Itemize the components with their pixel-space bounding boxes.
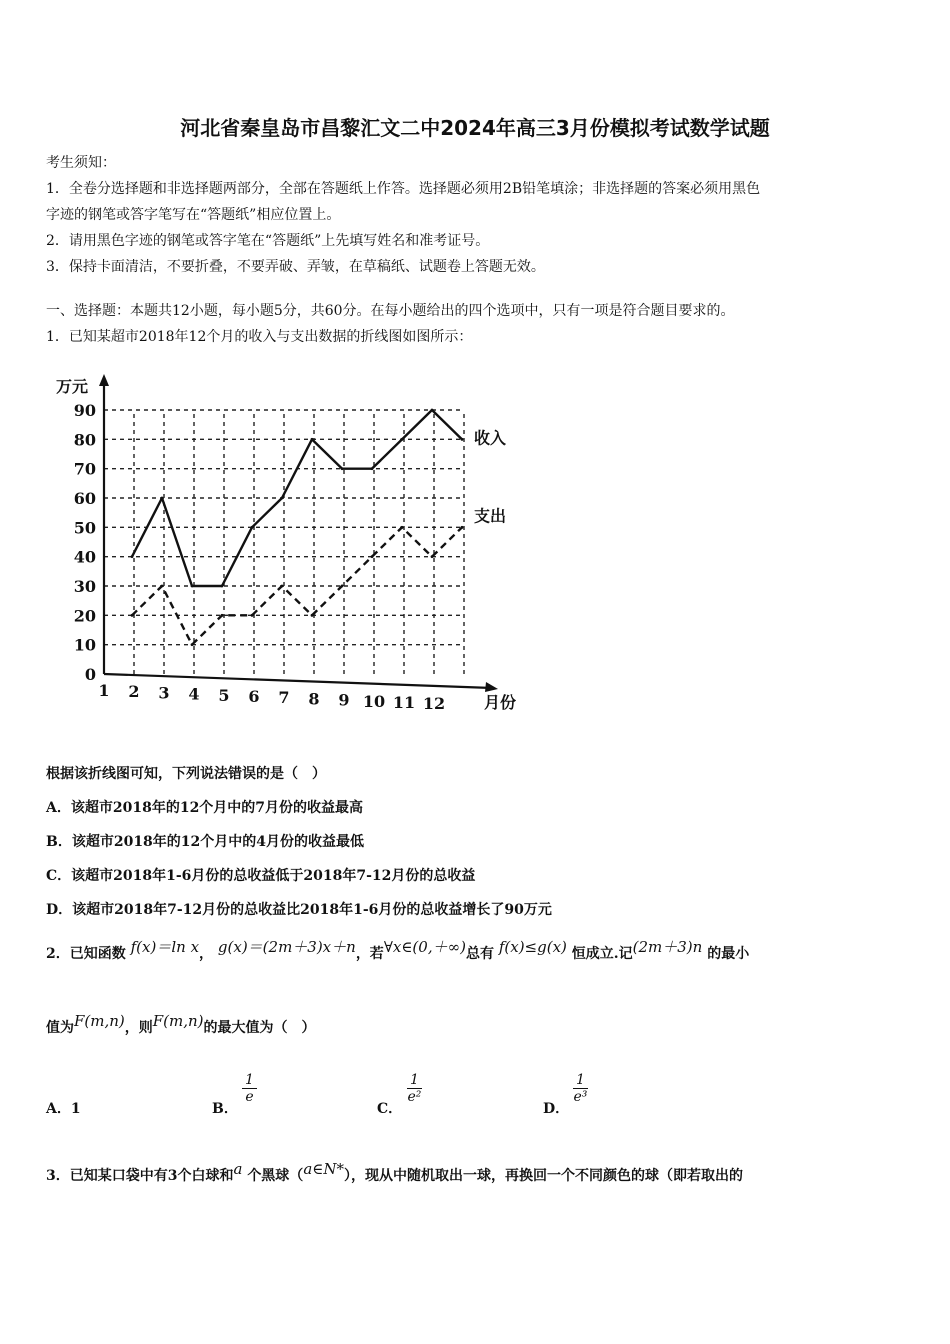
section-heading: 一、选择题：本题共12小题，每小题5分，共60分。在每小题给出的四个选项中，只有一项是符合题目要求的。 xyxy=(46,303,735,319)
x-tick-label: 7 xyxy=(278,688,290,708)
data-point xyxy=(221,585,224,588)
notice-item: 2．请用黑色字迹的钢笔或答字笔在“答题纸”上先填写姓名和准考证号。 xyxy=(46,233,490,249)
q3-math-a: a xyxy=(233,1160,243,1178)
q2-text: 总有 xyxy=(465,946,494,962)
q2-text: ，则 xyxy=(124,1020,153,1036)
x-tick-label: 6 xyxy=(248,687,260,706)
y-tick-label: 10 xyxy=(73,635,96,655)
q2-math-g: g(x)＝(2m＋3)x＋n xyxy=(217,938,356,956)
y-tick-label: 30 xyxy=(73,577,96,596)
q2-text: 恒成立.记 xyxy=(571,946,633,962)
q2-option-label: B． xyxy=(212,1101,238,1117)
fraction xyxy=(242,1072,257,1105)
question-3 xyxy=(46,1162,926,1189)
series-label: 收入 xyxy=(474,428,507,448)
q2-option-label: A．1 xyxy=(46,1101,81,1117)
series-label: 支出 xyxy=(474,506,507,526)
q2-line-2 xyxy=(46,1014,316,1041)
q1-option-a: A．该超市2018年的12个月中的7月份的收益最高 xyxy=(46,800,364,816)
q3-text: ），现从中随机取出一球，再换回一个不同颜色的球（即若取出的 xyxy=(343,1168,743,1184)
fraction-numerator: 1 xyxy=(407,1072,422,1089)
x-tick-label: 10 xyxy=(362,691,386,711)
y-axis-label: 万元 xyxy=(56,377,89,396)
q2-math-expr: (2m＋3)n xyxy=(632,938,703,956)
data-point xyxy=(221,614,224,617)
fraction-denominator: e³ xyxy=(573,1089,588,1105)
x-axis-arrow xyxy=(485,682,498,692)
q2-text: ，若 xyxy=(355,946,384,962)
y-tick-label: 50 xyxy=(73,518,96,538)
fraction xyxy=(573,1072,588,1105)
q2-math-ineq: f(x)≤g(x) xyxy=(498,938,567,956)
data-point xyxy=(341,585,344,588)
q2-math-f: f(x)＝ln x xyxy=(130,938,200,956)
q2-math-F1: F(m,n) xyxy=(74,1012,125,1030)
x-tick-label: 9 xyxy=(338,690,350,710)
notice-block xyxy=(46,150,906,280)
y-tick-label: 40 xyxy=(73,547,96,567)
fraction-numerator: 1 xyxy=(573,1072,588,1089)
q3-text: 个黑球（ xyxy=(247,1168,304,1184)
question-1 xyxy=(46,764,906,934)
y-tick-label: 0 xyxy=(84,665,96,684)
q1-option-b: B．该超市2018年的12个月中的4月份的收益最低 xyxy=(46,834,365,850)
notice-item: 3．保持卡面清洁，不要折叠，不要弄破、弄皱，在草稿纸、试题卷上答题无效。 xyxy=(46,259,545,275)
x-tick-label: 11 xyxy=(392,693,416,712)
y-tick-label: 60 xyxy=(73,489,96,508)
data-point xyxy=(371,467,374,470)
q3-text: 3．已知某口袋中有3个白球和 xyxy=(46,1168,234,1184)
data-point xyxy=(161,585,164,588)
section-1 xyxy=(46,298,916,350)
data-point xyxy=(431,409,434,412)
q2-option-label: C． xyxy=(377,1101,403,1117)
data-point xyxy=(251,526,254,529)
q2-text: ， xyxy=(199,946,214,962)
q2-text: 的最大值为（ ） xyxy=(203,1020,316,1036)
q2-text: 值为 xyxy=(46,1020,74,1036)
data-point xyxy=(401,526,404,529)
q2-text: 2．已知函数 xyxy=(46,946,126,962)
fraction-denominator: e xyxy=(245,1089,254,1105)
q2-math-F2: F(m,n) xyxy=(152,1012,204,1030)
q3-math-cond: a∈N* xyxy=(303,1160,344,1178)
line-chart xyxy=(48,362,548,722)
data-point xyxy=(281,497,284,500)
q1-stem: 1．已知某超市2018年12个月的收入与支出数据的折线图如图所示： xyxy=(46,329,473,345)
q2-line-1 xyxy=(46,940,926,967)
data-point xyxy=(461,438,464,441)
q1-option-c: C．该超市2018年1-6月份的总收益低于2018年7-12月份的总收益 xyxy=(46,868,476,884)
y-tick-label: 20 xyxy=(73,606,96,626)
data-point xyxy=(281,585,284,588)
q2-options xyxy=(46,1070,746,1120)
fraction-denominator: e² xyxy=(407,1089,422,1105)
notice-heading: 考生须知： xyxy=(46,155,116,171)
q1-option-d: D．该超市2018年7-12月份的总收益比2018年1-6月份的总收益增长了90万元 xyxy=(46,902,552,918)
y-tick-label: 80 xyxy=(73,430,96,450)
x-tick-label: 12 xyxy=(422,694,446,714)
y-axis-arrow xyxy=(99,374,109,386)
data-point xyxy=(251,614,254,617)
data-point xyxy=(311,438,314,441)
data-point xyxy=(131,555,134,558)
notice-item: 字迹的钢笔或答字笔写在“答题纸”相应位置上。 xyxy=(46,207,341,223)
data-point xyxy=(161,497,164,500)
data-point xyxy=(341,467,344,470)
data-point xyxy=(431,555,434,558)
q2-option-label: D． xyxy=(543,1101,570,1117)
y-tick-label: 70 xyxy=(73,459,96,479)
q2-math-forall: ∀x∈(0,＋∞) xyxy=(383,938,466,956)
data-point xyxy=(401,438,404,441)
q2-text: 的最小 xyxy=(707,946,750,962)
q1-question: 根据该折线图可知，下列说法错误的是（ ） xyxy=(46,766,326,782)
data-point xyxy=(191,585,194,588)
x-tick-label: 4 xyxy=(188,684,200,704)
y-tick-label: 90 xyxy=(73,401,96,420)
data-point xyxy=(371,555,374,558)
x-tick-label: 2 xyxy=(128,682,140,702)
fraction-numerator: 1 xyxy=(242,1072,257,1089)
data-point xyxy=(311,614,314,617)
data-point xyxy=(131,614,134,617)
data-point xyxy=(461,526,464,529)
x-tick-label: 8 xyxy=(308,689,320,709)
notice-item: 1．全卷分选择题和非选择题两部分，全部在答题纸上作答。选择题必须用2B铅笔填涂；非选择题的答案必须用黑色 xyxy=(46,181,761,197)
fraction xyxy=(407,1072,422,1105)
x-axis-label: 月份 xyxy=(484,693,517,712)
data-point xyxy=(191,643,194,646)
x-tick-label: 3 xyxy=(158,683,170,703)
x-tick-label: 1 xyxy=(98,681,110,700)
page-title: 河北省秦皇岛市昌黎汇文二中2024年高三3月份模拟考试数学试题 xyxy=(180,116,770,140)
x-tick-label: 5 xyxy=(218,685,230,705)
